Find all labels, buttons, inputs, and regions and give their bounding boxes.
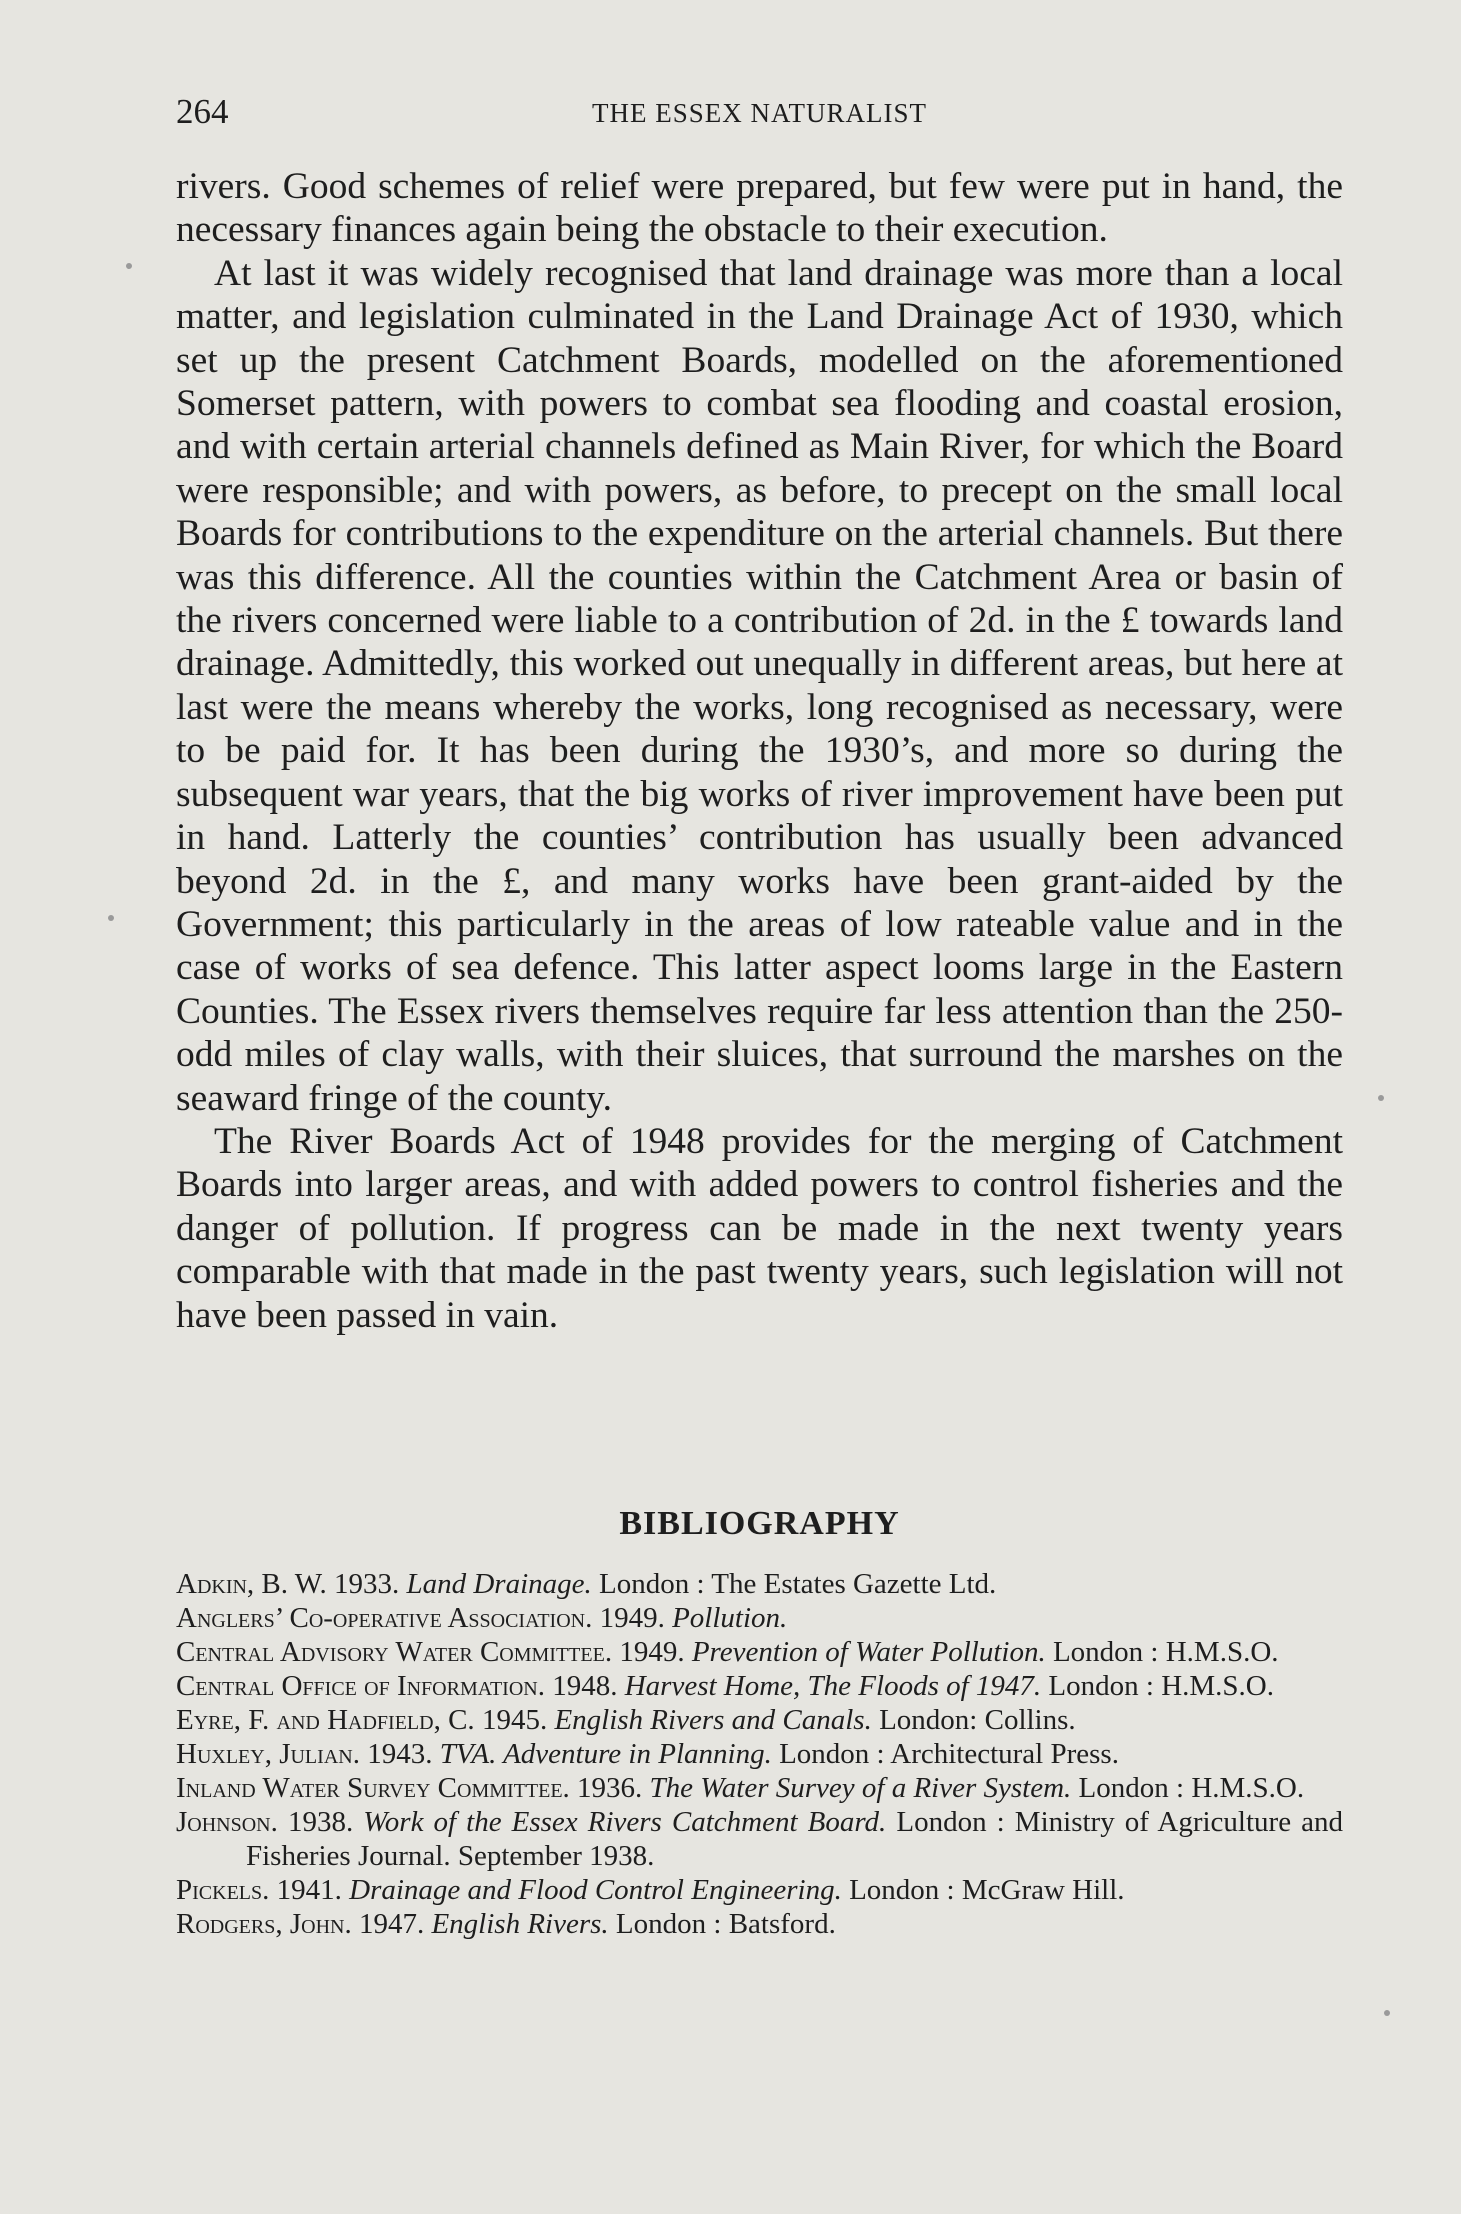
bibliography-entry: [176, 1873, 1343, 1907]
entry-year: 1933.: [333, 1568, 400, 1600]
entry-title: Prevention of Water Pollution.: [691, 1636, 1046, 1668]
entry-publisher: London: Collins.: [879, 1704, 1076, 1736]
paper-speck: [108, 915, 114, 921]
entry-publisher: London : Architectural Press.: [779, 1738, 1119, 1770]
entry-year: 1945.: [481, 1704, 548, 1736]
entry-title: Harvest Home, The Floods of 1947.: [624, 1670, 1042, 1702]
entry-author: Huxley, Julian.: [176, 1738, 360, 1770]
entry-publisher: London : Ministry of Agriculture and Fisheries Journal. September 1938.: [246, 1806, 1344, 1872]
bibliography-entry: [176, 1703, 1343, 1737]
bibliography-entry: [176, 1805, 1343, 1873]
bibliography-entry: [176, 1635, 1343, 1669]
entry-author: Inland Water Survey Committee.: [176, 1772, 570, 1804]
bibliography-entry: [176, 1771, 1343, 1805]
entry-publisher: London : H.M.S.O.: [1048, 1670, 1274, 1702]
entry-author: Rodgers, John.: [176, 1908, 352, 1940]
bibliography-entry: [176, 1907, 1343, 1941]
bibliography-entry: [176, 1737, 1343, 1771]
entry-title: Work of the Essex Rivers Catchment Board.: [363, 1806, 887, 1838]
bibliography-list: [176, 1567, 1343, 1941]
entry-year: 1941.: [276, 1874, 342, 1906]
entry-author: Johnson.: [176, 1806, 278, 1838]
entry-title: English Rivers.: [431, 1908, 609, 1940]
bibliography-entry: [176, 1669, 1343, 1703]
paragraph: The River Boards Act of 1948 provides for the merging of Catchment Boards into larger areas, and with added powers to control fisheries and the danger of pollution. If progress can be made in the next twenty years comparable with that made in the past twenty years, such legislation will not have been passed in vain.: [176, 1120, 1343, 1336]
paper-speck: [126, 263, 132, 269]
entry-publisher: London : H.M.S.O.: [1078, 1772, 1305, 1804]
page-number: 264: [176, 92, 229, 131]
paragraph: rivers. Good schemes of relief were prepared, but few were put in hand, the necessary finances again being the obstacle to their execution.: [176, 166, 1343, 251]
entry-title: English Rivers and Canals.: [554, 1704, 872, 1736]
bibliography-heading: BIBLIOGRAPHY: [619, 1505, 900, 1542]
bibliography-entry: [176, 1567, 1343, 1601]
entry-publisher: London : H.M.S.O.: [1052, 1636, 1279, 1668]
entry-author: Eyre, F. and Hadfield, C.: [176, 1704, 475, 1736]
paper-speck: [1384, 2010, 1390, 2016]
entry-title: Drainage and Flood Control Engineering.: [349, 1874, 842, 1906]
entry-author: Pickels.: [176, 1874, 270, 1906]
paper-speck: [1378, 1095, 1384, 1101]
entry-author: Adkin, B. W.: [176, 1568, 327, 1600]
entry-author: Central Advisory Water Committee.: [176, 1636, 613, 1668]
entry-publisher: London : Batsford.: [615, 1908, 836, 1940]
paragraph: At last it was widely recognised that land drainage was more than a local matter, and legislation culminated in the Land Drainage Act of 1930, which set up the present Catchment Boards, modelled on the aforementioned Somerset pattern, with powers to combat sea flooding and coastal erosion, and with certain arterial channels defined as Main River, for which the Board were responsible; and with powers, as before, to precept on the small local Boards for contributions to the expenditure on the arterial channels. But there was this difference. All the counties within the Catchment Area or basin of the rivers concerned were liable to a contribution of 2d. in the £ towards land drainage. Admittedly, this worked out unequally in different areas, but here at last were the means whereby the works, long recognised as necessary, were to be paid for. It has been during the 1930’s, and more so during the subsequent war years, that the big works of river improvement have been put in hand. Latterly the counties’ contribution has usually been advanced beyond 2d. in the £, and many works have been grant-aided by the Government; this particularly in the areas of low rateable value and in the case of works of sea defence. This latter aspect looms large in the Eastern Counties. The Essex rivers themselves require far less attention than the 250-odd miles of clay walls, with their sluices, that surround the marshes on the seaward fringe of the county.: [176, 252, 1343, 1119]
entry-author: Anglers’ Co-operative Association.: [176, 1602, 593, 1634]
entry-year: 1948.: [552, 1670, 618, 1702]
running-title: THE ESSEX NATURALIST: [592, 98, 927, 128]
entry-year: 1938.: [287, 1806, 354, 1838]
entry-title: Land Drainage.: [406, 1568, 592, 1600]
entry-publisher: London : The Estates Gazette Ltd.: [599, 1568, 997, 1600]
entry-year: 1943.: [367, 1738, 433, 1770]
page-header: [176, 92, 1343, 132]
entry-title: The Water Survey of a River System.: [649, 1772, 1072, 1804]
entry-year: 1949.: [599, 1602, 665, 1634]
entry-title: TVA. Adventure in Planning.: [439, 1738, 772, 1770]
entry-year: 1949.: [619, 1636, 685, 1668]
bibliography-entry: [176, 1601, 1343, 1635]
entry-title: Pollution.: [672, 1602, 788, 1634]
entry-author: Central Office of Information.: [176, 1670, 545, 1702]
entry-publisher: London : McGraw Hill.: [849, 1874, 1125, 1906]
body-text: [176, 165, 1343, 1337]
entry-year: 1936.: [577, 1772, 643, 1804]
entry-year: 1947.: [358, 1908, 425, 1940]
